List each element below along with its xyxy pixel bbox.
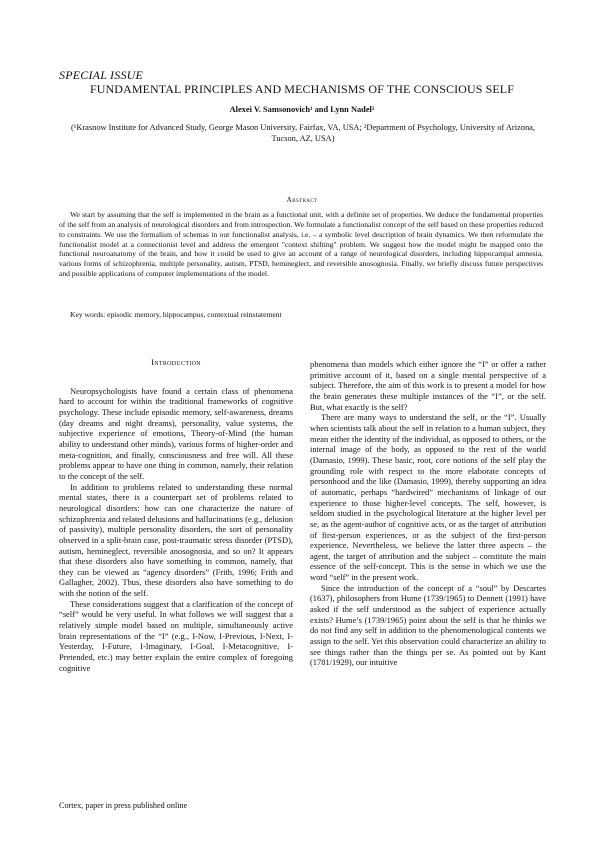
right-column [310, 359, 546, 668]
intro-paragraph-1: Neuropsychologists have found a certain class of phenomena hard to account for within the traditional frameworks of cognitive psychology. These include episodic memory, self-awareness, dreams (day dreams and night dreams), personality, value systems, the subjective experience of emotions, Theory-of-Mind (the human ability to understand other minds), various forms of higher-order and meta-cognition, and finally, consciousness and free will. All these problems appear to have one thing in common, namely, their relation to the concept of the self. [59, 385, 293, 481]
introduction-heading: Introduction [151, 357, 201, 367]
left-column [59, 357, 293, 673]
intro-paragraph-3: These considerations suggest that a clarification of the concept of “self” would be very useful. In what follows we will suggest that a relatively simple model based on multiple, simultaneously active brain representations of the “I” (e.g., I-Now, I-Previous, I-Next, I-Yesterday, I-Future, I-Imaginary, I-Goal, I-Metacognitive, I-Pretended, etc.) may better explain the entire complex of foregoing cognitive [59, 598, 293, 673]
affiliations: (¹Krasnow Institute for Advanced Study, George Mason University, Fairfax, VA, USA; ²Department of Psychology, University of Arizona, Tucson, AZ, USA) [71, 123, 535, 143]
paper-title: FUNDAMENTAL PRINCIPLES AND MECHANISMS OF THE CONSCIOUS SELF [90, 82, 514, 96]
intro-paragraph-3-continued: phenomena than models which either ignore the “I” or offer a rather primitive account of it, based on a single mental perspective of a subject. Therefore, the aim of this work is to present a model for how the brain generates these multiple instances of the “I”, or the self. But, what exactly is the self? [310, 359, 546, 412]
intro-paragraph-4: There are many ways to understand the self, or the “I”. Usually when scientists talk about the self in relation to a human subject, they mean either the identity of the individual, as opposed to others, or the internal image of the body, as opposed to the rest of the world (Damasio, 1999). These basic, root, core notions of the self play the grounding role with respect to the more elaborate concepts of personhood and the like (Damasio, 1999), thereby supporting an idea of automatic, perhaps “hardwired” mechanisms of linkage of our experience to those higher-level concepts. The self, however, is seldom studied in the psychological literature at the higher level per se, as the agent-author of cognitive acts, or as the target of attribution of first-person experiences, or as the subject of the first-person experience. Nevertheless, we believe the latter three aspects – the agent, the target of attribution and the subject – constitute the main essence of the self-concept. This is the sense in which we use the word “self” in the present work. [310, 412, 546, 583]
intro-paragraph-2: In addition to problems related to understanding these normal mental states, there is a counterpart set of problems related to neurological disorders: how can one characterize the nature of schizophrenia and related delusions and hallucinations (e.g., delusion of passivity), multiple personality disorders, the sort of personality observed in a split-brain case, post-traumatic stress disorder (PTSD), autism, hemineglect, reversible anosognosia, and so on? It appears that these disorders also have something in common, namely, that they can be viewed as “agency disorders” (Frith, 1996; Frith and Gallagher, 2002). Thus, these disorders also have something to do with the notion of the self. [59, 481, 293, 599]
intro-paragraph-5: Since the introduction of the concept of a “soul” by Descartes (1637), philosophers from Hume (1739/1965) to Dennett (1991) have asked if the self understood as the subject of experience actually exists? Hume’s (1739/1965) point about the self is that he thinks we do not find any self in addition to the phenomenological contents we assign to the self. Yet this observation could characterize an ability to see things rather than the things per se. As pointed out by Kant (1781/1929), our intuitive [310, 582, 546, 668]
abstract-text: We start by assuming that the self is implemented in the brain as a functional unit, with a definite set of properties. We deduce the fundamental properties of the self from an analysis of neurological disorders and from introspection. We formulate a functionalist concept of the self based on these properties reduced to constraints. We use the formalism of schemas in our functionalist analysis, i.e. – a symbolic level description of brain dynamics. We then reformulate the functionalist model at a connectionist level and address the emergent "context shifting" problem. We suggest how the model might be mapped onto the functional neuroanatomy of the brain, and how it could be used to give an account of a range of neurological disorders, including hippocampal amnesia, various forms of schizophrenia, multiple personality, autism, PTSD, hemineglect, and reversible anosognosia. Finally, we briefly discuss future perspectives and possible applications of computer implementations of the model. [59, 210, 543, 279]
abstract-heading: Abstract [286, 195, 318, 204]
special-issue-label: SPECIAL ISSUE [59, 68, 144, 82]
keywords: Key words: episodic memory, hippocampus, contextual reinstatement [70, 310, 282, 319]
author-line: Alexei V. Samsonovich¹ and Lynn Nadel² [229, 105, 375, 114]
abstract-body [59, 210, 543, 279]
journal-footer: Cortex, paper in press published online [59, 801, 188, 810]
